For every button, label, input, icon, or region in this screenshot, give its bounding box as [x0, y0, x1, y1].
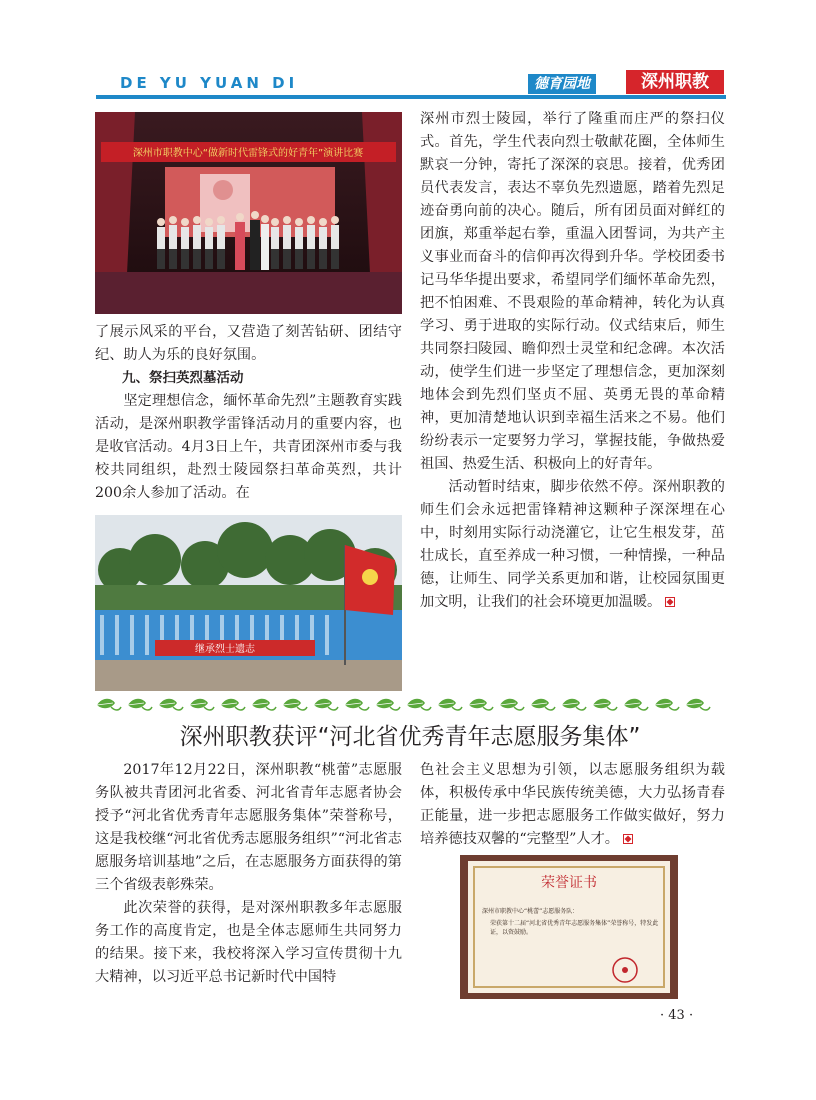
article2-title: 深州职教获评“河北省优秀青年志愿服务集体” — [179, 724, 641, 750]
article1-right-column — [420, 108, 725, 614]
speech-contest-photo — [95, 112, 402, 314]
page-number: · 43 · — [660, 1008, 694, 1023]
end-mark-icon — [623, 834, 633, 844]
running-header-section: 德育园地 — [528, 74, 596, 94]
photo1-banner-text: 深州市职教中心“做新时代雷锋式的好青年”演讲比赛 — [132, 148, 364, 159]
photo2-banner-text: 继承烈士遗志 — [195, 644, 255, 655]
certificate-photo — [460, 855, 678, 999]
running-header-pinyin: DE YU YUAN DI — [120, 74, 299, 92]
article1-left-paragraph: 坚定理想信念，缅怀革命先烈”主题教育实践活动，是深州职教学雷锋活动月的重要内容，也是收官活动。4月3日上午，共青团深州市委与我校共同组织，赴烈士陵园祭扫革命英烈，共计200余人参加了活动。在 — [95, 393, 402, 501]
tomb-sweeping-photo — [95, 515, 402, 691]
article1-right-paragraph-2 — [420, 476, 725, 614]
article2-right-paragraph — [420, 759, 725, 851]
certificate-line-2: 荣获第十二届“河北省优秀青年志愿服务集体”荣誉称号，特发此证，以资鼓励。 — [490, 920, 659, 936]
tomb-sweeping-image — [95, 515, 402, 691]
certificate-line-1: 深州市职教中心“桃蕾”志愿服务队： — [482, 908, 579, 915]
article2-right-paragraph-text: 色社会主义思想为引领，以志愿服务组织为载体，积极传承中华民族传统美德，大力弘扬青春正能量，进一步把志愿服务工作做实做好，努力培养德技双馨的“完整型”人才。 — [420, 762, 725, 847]
article1-left-top-text: 了展示风采的平台，又营造了刻苦钻研、团结守纪、助人为乐的良好氛围。 — [95, 324, 402, 363]
article2-left-column — [95, 759, 402, 989]
running-header-publication: 深州职教 — [626, 70, 724, 94]
article2-left-paragraph-1: 2017年12月22日，深州职教“桃蕾”志愿服务队被共青团河北省委、河北省青年志愿者协会授予“河北省优秀青年志愿服务集体”荣誉称号，这是我校继“河北省优秀志愿服务组织”“河北省志愿服务培训基地”之后，在志愿服务方面获得的第三个省级表彰殊荣。 — [95, 762, 402, 893]
section-heading: 九、祭扫英烈墓活动 — [122, 370, 244, 386]
article1-right-paragraph-1: 深州市烈士陵园，举行了隆重而庄严的祭扫仪式。首先，学生代表向烈士敬献花圈，全体师生默哀一分钟，寄托了深深的哀思。接着，优秀团员代表发言，表达不辜负先烈遗愿，踏着先烈足迹奋勇向前的决心。随后，所有团员面对鲜红的团旗，郑重举起右拳，重温入团誓词，为共产主义事业而奋斗的信仰再次得到升华。学校团委书记马华华提出要求，希望同学们缅怀革命先烈，把不怕困难、不畏艰险的革命精神，转化为认真学习、勇于进取的实际行动。仪式结束后，师生共同祭扫陵园、瞻仰烈士灵堂和纪念碑。本次活动，使学生们进一步坚定了理想信念，更加深刻地体会到先烈们坚贞不屈、英勇无畏的革命精神，更加清楚地认识到幸福生活来之不易。他们纷纷表示一定要努力学习，掌握技能，争做热爱祖国、热爱生活、积极向上的好青年。 — [420, 111, 725, 472]
leaf-pattern-icon — [95, 695, 725, 715]
speech-contest-image — [95, 112, 402, 314]
leaf-divider — [95, 695, 725, 715]
header-rule — [96, 95, 726, 99]
article1-left-column — [95, 321, 402, 505]
end-mark-icon — [665, 597, 675, 607]
certificate-title: 荣誉证书 — [541, 875, 597, 891]
certificate-image — [460, 855, 678, 999]
article2-left-paragraph-2: 此次荣誉的获得，是对深州职教多年志愿服务工作的高度肯定，也是全体志愿师生共同努力的结果。接下来，我校将深入学习宣传贯彻十九大精神，以习近平总书记新时代中国特 — [95, 900, 402, 985]
article1-right-paragraph-2-text: 活动暂时结束，脚步依然不停。深州职教的师生们会永远把雷锋精神这颗种子深深埋在心中，时刻用实际行动浇灌它，让它生根发芽，茁壮成长，直至养成一种习惯，一种情操，一种品德，让师生、同学关系更加和谐，让校园氛围更加文明，让我们的社会环境更加温暖。 — [420, 479, 725, 610]
article2-right-column — [420, 759, 725, 851]
